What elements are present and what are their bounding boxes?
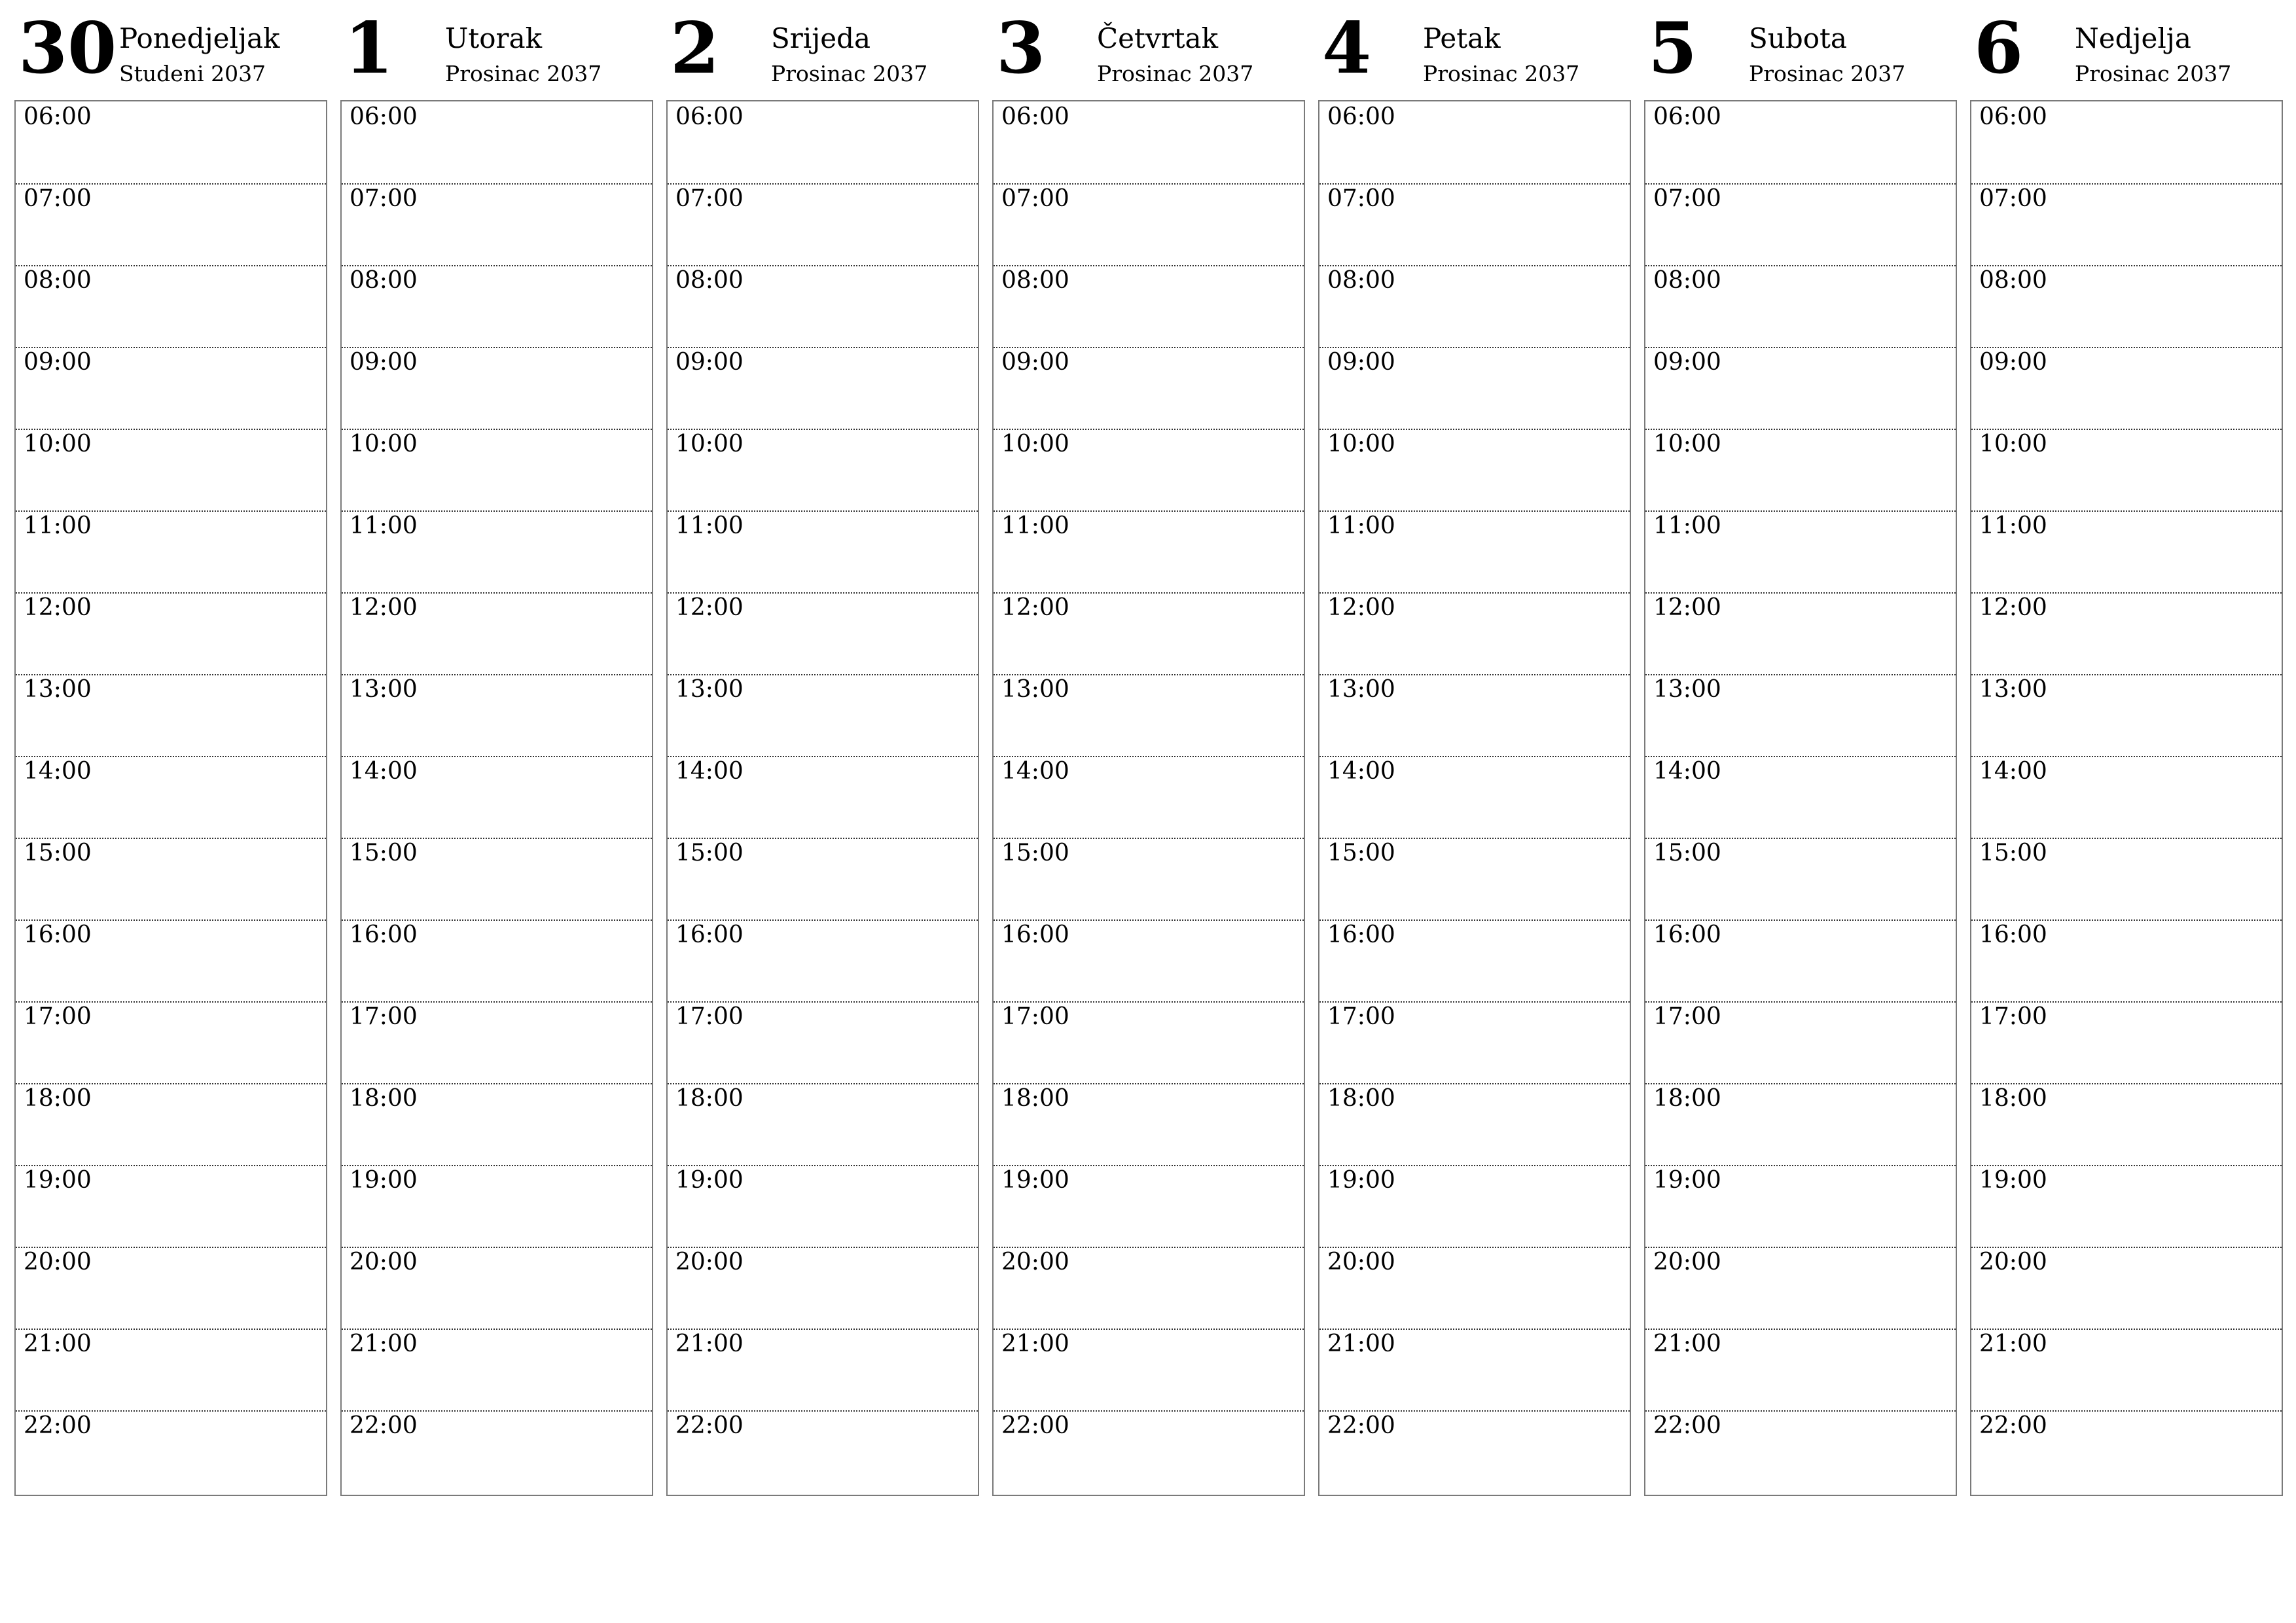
- day-name: Nedjelja: [2075, 22, 2191, 54]
- time-slot[interactable]: [16, 1083, 326, 1166]
- time-slot[interactable]: [994, 429, 1304, 512]
- time-slot-label: 13:00: [1327, 676, 1395, 703]
- time-slot[interactable]: [1319, 1329, 1630, 1412]
- time-slot-label: 09:00: [1327, 349, 1395, 376]
- time-slot-label: 11:00: [1001, 512, 1069, 539]
- day-header: [1644, 0, 1957, 100]
- day-number: 5: [1648, 7, 1698, 90]
- time-slot-label: 21:00: [350, 1330, 418, 1357]
- time-slot[interactable]: [1319, 429, 1630, 512]
- time-slot-label: 21:00: [1001, 1330, 1069, 1357]
- time-slot-label: 14:00: [350, 758, 418, 785]
- day-schedule-box[interactable]: [666, 100, 979, 1496]
- day-number: 6: [1974, 7, 2024, 90]
- time-slot-label: 06:00: [350, 103, 418, 130]
- time-slot[interactable]: [342, 101, 652, 185]
- time-slot-label: 07:00: [1653, 185, 1721, 212]
- time-slot-label: 18:00: [1327, 1085, 1395, 1112]
- time-slot-label: 11:00: [24, 512, 92, 539]
- time-slot[interactable]: [342, 1247, 652, 1330]
- time-slot-label: 18:00: [1001, 1085, 1069, 1112]
- time-slot-label: 08:00: [675, 267, 744, 294]
- time-slot[interactable]: [668, 183, 978, 266]
- day-number: 2: [670, 7, 720, 90]
- time-slot[interactable]: [1971, 592, 2282, 675]
- time-slot-label: 17:00: [675, 1003, 744, 1030]
- time-slot-label: 13:00: [1653, 676, 1721, 703]
- time-slot-label: 06:00: [1001, 103, 1069, 130]
- time-slot[interactable]: [1971, 1410, 2282, 1492]
- time-slot-label: 15:00: [24, 840, 92, 866]
- weekly-planner: [14, 0, 2292, 1505]
- time-slot[interactable]: [16, 756, 326, 839]
- time-slot-label: 10:00: [24, 431, 92, 457]
- time-slot-label: 15:00: [1979, 840, 2047, 866]
- time-slot-label: 19:00: [350, 1167, 418, 1194]
- time-slot-label: 20:00: [1327, 1249, 1395, 1275]
- time-slot-label: 19:00: [1001, 1167, 1069, 1194]
- time-slot[interactable]: [16, 592, 326, 675]
- time-slot-label: 16:00: [24, 921, 92, 948]
- time-slot[interactable]: [1645, 265, 1956, 348]
- time-slot[interactable]: [1319, 1083, 1630, 1166]
- time-slot-label: 10:00: [1979, 431, 2047, 457]
- time-slot-label: 13:00: [675, 676, 744, 703]
- time-slot-label: 09:00: [24, 349, 92, 376]
- time-slot[interactable]: [1319, 510, 1630, 594]
- time-slot-label: 18:00: [24, 1085, 92, 1112]
- time-slot[interactable]: [342, 674, 652, 757]
- time-slot-label: 22:00: [675, 1412, 744, 1439]
- day-name: Utorak: [445, 22, 543, 54]
- time-slot-label: 11:00: [350, 512, 418, 539]
- day-column-thursday: [992, 0, 1305, 1439]
- time-slot-label: 22:00: [1653, 1412, 1721, 1439]
- month-label: Prosinac 2037: [1097, 61, 1254, 86]
- time-slot[interactable]: [1645, 1001, 1956, 1084]
- time-slot-label: 06:00: [1327, 103, 1395, 130]
- time-slot[interactable]: [1319, 674, 1630, 757]
- time-slot[interactable]: [342, 756, 652, 839]
- time-slot-label: 10:00: [675, 431, 744, 457]
- time-slot-label: 09:00: [1979, 349, 2047, 376]
- time-slot[interactable]: [16, 1410, 326, 1492]
- time-slot[interactable]: [1319, 1001, 1630, 1084]
- time-slot-label: 12:00: [1001, 594, 1069, 621]
- time-slot-label: 15:00: [350, 840, 418, 866]
- day-column-monday: [14, 0, 327, 1439]
- day-schedule-box[interactable]: [1644, 100, 1957, 1496]
- time-slot[interactable]: [668, 592, 978, 675]
- time-slot[interactable]: [1319, 1165, 1630, 1248]
- time-slot[interactable]: [1971, 265, 2282, 348]
- month-label: Prosinac 2037: [2075, 61, 2232, 86]
- month-label: Studeni 2037: [119, 61, 266, 86]
- time-slot-label: 17:00: [1001, 1003, 1069, 1030]
- day-column-wednesday: [666, 0, 979, 1439]
- time-slot[interactable]: [994, 1165, 1304, 1248]
- time-slot[interactable]: [994, 919, 1304, 1003]
- time-slot-label: 14:00: [1001, 758, 1069, 785]
- time-slot-label: 08:00: [1001, 267, 1069, 294]
- time-slot[interactable]: [1645, 674, 1956, 757]
- time-slot-label: 13:00: [350, 676, 418, 703]
- time-slot[interactable]: [1971, 429, 2282, 512]
- time-slot-label: 12:00: [675, 594, 744, 621]
- time-slot-label: 12:00: [350, 594, 418, 621]
- time-slot-label: 17:00: [1979, 1003, 2047, 1030]
- time-slot-label: 22:00: [350, 1412, 418, 1439]
- time-slot-label: 20:00: [1001, 1249, 1069, 1275]
- time-slot[interactable]: [342, 592, 652, 675]
- time-slot[interactable]: [1645, 838, 1956, 921]
- time-slot[interactable]: [16, 1001, 326, 1084]
- time-slot-label: 11:00: [675, 512, 744, 539]
- time-slot[interactable]: [342, 1165, 652, 1248]
- day-column-friday: [1318, 0, 1631, 1439]
- time-slot[interactable]: [668, 838, 978, 921]
- time-slot-label: 11:00: [1979, 512, 2047, 539]
- time-slot[interactable]: [342, 347, 652, 430]
- time-slot[interactable]: [1645, 1329, 1956, 1412]
- time-slot[interactable]: [668, 1410, 978, 1492]
- time-slot[interactable]: [1971, 101, 2282, 185]
- time-slot-label: 16:00: [1327, 921, 1395, 948]
- time-slot[interactable]: [994, 838, 1304, 921]
- time-slot-label: 10:00: [1327, 431, 1395, 457]
- time-slot[interactable]: [1319, 756, 1630, 839]
- time-slot-label: 17:00: [350, 1003, 418, 1030]
- time-slot-label: 11:00: [1327, 512, 1395, 539]
- time-slot-label: 19:00: [1327, 1167, 1395, 1194]
- time-slot[interactable]: [1971, 1165, 2282, 1248]
- day-header: [1318, 0, 1631, 100]
- time-slot[interactable]: [668, 347, 978, 430]
- day-column-tuesday: [340, 0, 653, 1439]
- time-slot[interactable]: [1319, 592, 1630, 675]
- time-slot-label: 16:00: [350, 921, 418, 948]
- time-slot[interactable]: [668, 265, 978, 348]
- time-slot[interactable]: [994, 101, 1304, 185]
- time-slot-label: 18:00: [350, 1085, 418, 1112]
- day-schedule-box[interactable]: [14, 100, 327, 1496]
- time-slot[interactable]: [16, 1165, 326, 1248]
- time-slot-label: 06:00: [1653, 103, 1721, 130]
- time-slot[interactable]: [994, 592, 1304, 675]
- day-schedule-box[interactable]: [340, 100, 653, 1496]
- time-slot-label: 09:00: [350, 349, 418, 376]
- day-header: [1970, 0, 2283, 100]
- time-slot-label: 09:00: [1001, 349, 1069, 376]
- time-slot-label: 08:00: [24, 267, 92, 294]
- month-label: Prosinac 2037: [1423, 61, 1580, 86]
- time-slot-label: 20:00: [1979, 1249, 2047, 1275]
- day-column-saturday: [1644, 0, 1957, 1439]
- time-slot[interactable]: [1319, 265, 1630, 348]
- time-slot-label: 21:00: [24, 1330, 92, 1357]
- time-slot[interactable]: [342, 1329, 652, 1412]
- time-slot[interactable]: [1645, 919, 1956, 1003]
- time-slot-label: 16:00: [1001, 921, 1069, 948]
- month-label: Prosinac 2037: [445, 61, 602, 86]
- day-name: Četvrtak: [1097, 22, 1219, 54]
- time-slot[interactable]: [342, 183, 652, 266]
- time-slot[interactable]: [16, 1329, 326, 1412]
- time-slot-label: 18:00: [1653, 1085, 1721, 1112]
- time-slot[interactable]: [1645, 510, 1956, 594]
- day-name: Srijeda: [771, 22, 871, 54]
- time-slot-label: 09:00: [1653, 349, 1721, 376]
- time-slot-label: 14:00: [675, 758, 744, 785]
- time-slot[interactable]: [16, 101, 326, 185]
- time-slot[interactable]: [668, 674, 978, 757]
- time-slot-label: 12:00: [1979, 594, 2047, 621]
- time-slot-label: 14:00: [24, 758, 92, 785]
- time-slot[interactable]: [994, 347, 1304, 430]
- time-slot[interactable]: [994, 1410, 1304, 1492]
- time-slot-label: 20:00: [24, 1249, 92, 1275]
- time-slot[interactable]: [1645, 101, 1956, 185]
- time-slot[interactable]: [16, 183, 326, 266]
- time-slot-label: 13:00: [1979, 676, 2047, 703]
- time-slot-label: 18:00: [1979, 1085, 2047, 1112]
- time-slot[interactable]: [1645, 183, 1956, 266]
- time-slot-label: 15:00: [1327, 840, 1395, 866]
- time-slot-label: 14:00: [1327, 758, 1395, 785]
- time-slot[interactable]: [994, 183, 1304, 266]
- time-slot[interactable]: [994, 1001, 1304, 1084]
- day-header: [666, 0, 979, 100]
- day-schedule-box[interactable]: [992, 100, 1305, 1496]
- time-slot[interactable]: [1971, 510, 2282, 594]
- time-slot[interactable]: [1319, 101, 1630, 185]
- time-slot-label: 08:00: [1653, 267, 1721, 294]
- time-slot-label: 09:00: [675, 349, 744, 376]
- time-slot[interactable]: [1971, 183, 2282, 266]
- time-slot[interactable]: [1971, 674, 2282, 757]
- time-slot-label: 08:00: [1327, 267, 1395, 294]
- day-name: Subota: [1749, 22, 1847, 54]
- time-slot[interactable]: [342, 1083, 652, 1166]
- time-slot[interactable]: [342, 510, 652, 594]
- time-slot-label: 14:00: [1979, 758, 2047, 785]
- time-slot[interactable]: [1645, 756, 1956, 839]
- time-slot-label: 07:00: [350, 185, 418, 212]
- time-slot-label: 18:00: [675, 1085, 744, 1112]
- time-slot[interactable]: [1971, 1001, 2282, 1084]
- time-slot[interactable]: [1319, 1247, 1630, 1330]
- time-slot[interactable]: [16, 919, 326, 1003]
- time-slot-label: 17:00: [1327, 1003, 1395, 1030]
- time-slot-label: 17:00: [1653, 1003, 1721, 1030]
- time-slot[interactable]: [994, 674, 1304, 757]
- time-slot[interactable]: [1319, 919, 1630, 1003]
- time-slot-label: 15:00: [1001, 840, 1069, 866]
- time-slot[interactable]: [668, 1083, 978, 1166]
- time-slot-label: 11:00: [1653, 512, 1721, 539]
- time-slot[interactable]: [1319, 347, 1630, 430]
- time-slot[interactable]: [668, 510, 978, 594]
- time-slot-label: 22:00: [1327, 1412, 1395, 1439]
- time-slot-label: 20:00: [1653, 1249, 1721, 1275]
- day-schedule-box[interactable]: [1318, 100, 1631, 1496]
- time-slot-label: 06:00: [675, 103, 744, 130]
- time-slot[interactable]: [1971, 347, 2282, 430]
- time-slot[interactable]: [1971, 756, 2282, 839]
- time-slot-label: 21:00: [675, 1330, 744, 1357]
- time-slot[interactable]: [668, 101, 978, 185]
- time-slot[interactable]: [1971, 919, 2282, 1003]
- time-slot-label: 07:00: [24, 185, 92, 212]
- time-slot-label: 13:00: [24, 676, 92, 703]
- time-slot-label: 10:00: [1653, 431, 1721, 457]
- time-slot[interactable]: [1645, 429, 1956, 512]
- time-slot-label: 07:00: [675, 185, 744, 212]
- time-slot[interactable]: [342, 919, 652, 1003]
- time-slot[interactable]: [1645, 1083, 1956, 1166]
- time-slot[interactable]: [16, 674, 326, 757]
- time-slot-label: 19:00: [1979, 1167, 2047, 1194]
- day-header: [340, 0, 653, 100]
- time-slot-label: 06:00: [1979, 103, 2047, 130]
- time-slot[interactable]: [1971, 1247, 2282, 1330]
- time-slot[interactable]: [16, 510, 326, 594]
- time-slot-label: 07:00: [1327, 185, 1395, 212]
- time-slot-label: 13:00: [1001, 676, 1069, 703]
- day-header: [14, 0, 327, 100]
- time-slot-label: 22:00: [24, 1412, 92, 1439]
- time-slot[interactable]: [16, 429, 326, 512]
- time-slot[interactable]: [16, 1247, 326, 1330]
- time-slot[interactable]: [668, 429, 978, 512]
- time-slot-label: 19:00: [1653, 1167, 1721, 1194]
- time-slot[interactable]: [994, 756, 1304, 839]
- time-slot[interactable]: [1971, 1083, 2282, 1166]
- time-slot-label: 06:00: [24, 103, 92, 130]
- time-slot-label: 12:00: [24, 594, 92, 621]
- time-slot-label: 16:00: [1653, 921, 1721, 948]
- time-slot-label: 21:00: [1979, 1330, 2047, 1357]
- time-slot[interactable]: [668, 1329, 978, 1412]
- time-slot-label: 08:00: [1979, 267, 2047, 294]
- time-slot-label: 15:00: [1653, 840, 1721, 866]
- time-slot[interactable]: [668, 1165, 978, 1248]
- time-slot-label: 17:00: [24, 1003, 92, 1030]
- time-slot[interactable]: [16, 265, 326, 348]
- day-name: Ponedjeljak: [119, 22, 280, 54]
- time-slot[interactable]: [342, 265, 652, 348]
- time-slot[interactable]: [1645, 1247, 1956, 1330]
- time-slot-label: 10:00: [350, 431, 418, 457]
- time-slot[interactable]: [994, 265, 1304, 348]
- time-slot-label: 16:00: [1979, 921, 2047, 948]
- time-slot[interactable]: [1319, 183, 1630, 266]
- day-header: [992, 0, 1305, 100]
- time-slot[interactable]: [668, 756, 978, 839]
- time-slot[interactable]: [994, 1083, 1304, 1166]
- time-slot-label: 14:00: [1653, 758, 1721, 785]
- time-slot[interactable]: [1971, 1329, 2282, 1412]
- day-schedule-box[interactable]: [1970, 100, 2283, 1496]
- time-slot[interactable]: [994, 1247, 1304, 1330]
- time-slot-label: 21:00: [1327, 1330, 1395, 1357]
- day-number: 4: [1322, 7, 1372, 90]
- month-label: Prosinac 2037: [1749, 61, 1906, 86]
- time-slot[interactable]: [1645, 1165, 1956, 1248]
- time-slot[interactable]: [1971, 838, 2282, 921]
- day-name: Petak: [1423, 22, 1501, 54]
- day-number: 3: [996, 7, 1046, 90]
- time-slot-label: 10:00: [1001, 431, 1069, 457]
- time-slot-label: 08:00: [350, 267, 418, 294]
- time-slot[interactable]: [1645, 347, 1956, 430]
- time-slot-label: 12:00: [1327, 594, 1395, 621]
- time-slot[interactable]: [1319, 838, 1630, 921]
- time-slot[interactable]: [668, 1247, 978, 1330]
- time-slot-label: 22:00: [1979, 1412, 2047, 1439]
- month-label: Prosinac 2037: [771, 61, 928, 86]
- time-slot-label: 21:00: [1653, 1330, 1721, 1357]
- time-slot-label: 07:00: [1979, 185, 2047, 212]
- time-slot[interactable]: [342, 838, 652, 921]
- time-slot[interactable]: [16, 838, 326, 921]
- time-slot[interactable]: [342, 1001, 652, 1084]
- time-slot[interactable]: [994, 1329, 1304, 1412]
- time-slot-label: 16:00: [675, 921, 744, 948]
- time-slot[interactable]: [342, 429, 652, 512]
- time-slot[interactable]: [1645, 1410, 1956, 1492]
- time-slot-label: 12:00: [1653, 594, 1721, 621]
- day-number: 30: [18, 7, 117, 90]
- time-slot[interactable]: [1645, 592, 1956, 675]
- time-slot[interactable]: [668, 1001, 978, 1084]
- time-slot[interactable]: [16, 347, 326, 430]
- time-slot-label: 19:00: [675, 1167, 744, 1194]
- time-slot[interactable]: [994, 510, 1304, 594]
- time-slot-label: 20:00: [350, 1249, 418, 1275]
- time-slot-label: 15:00: [675, 840, 744, 866]
- time-slot[interactable]: [342, 1410, 652, 1492]
- time-slot[interactable]: [1319, 1410, 1630, 1492]
- time-slot-label: 07:00: [1001, 185, 1069, 212]
- time-slot-label: 19:00: [24, 1167, 92, 1194]
- time-slot[interactable]: [668, 919, 978, 1003]
- day-column-sunday: [1970, 0, 2283, 1439]
- time-slot-label: 20:00: [675, 1249, 744, 1275]
- day-number: 1: [344, 7, 394, 90]
- time-slot-label: 22:00: [1001, 1412, 1069, 1439]
